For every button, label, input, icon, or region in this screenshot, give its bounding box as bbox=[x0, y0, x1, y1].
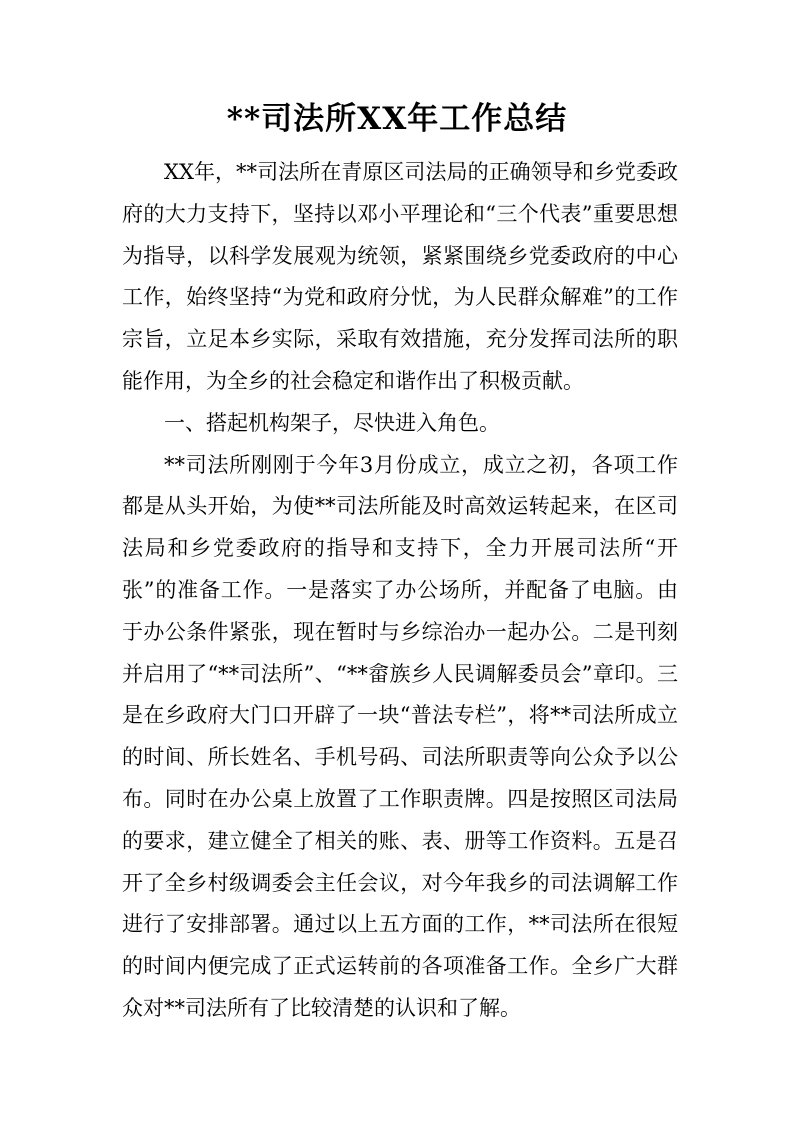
document-title: **司法所XX年工作总结 bbox=[226, 101, 568, 137]
paragraph-intro: XX年，**司法所在青原区司法局的正确领导和乡党委政府的大力支持下，坚持以邓小平理论和“三个代表”重要思想为指导，以科学发展观为统领，紧紧围绕乡党委政府的中心工作，始终坚持“为党和政府分忧，为人民群众解难”的工作宗旨，立足本乡实际，采取有效措施，充分发挥司法所的职能作用，为全乡的社会稳定和谐作出了积极贡献。 bbox=[122, 160, 678, 393]
document-body bbox=[122, 152, 678, 1030]
paragraph-section-1: **司法所刚刚于今年3月份成立，成立之初，各项工作都是从头开始，为使**司法所能及时高效运转起来，在区司法局和乡党委政府的指导和支持下，全力开展司法所“开张”的准备工作。一是落实了办公场所，并配备了电脑。由于办公条件紧张，现在暂时与乡综治办一起办公。二是刊刻并启用了“**司法所”、“**畲族乡人民调解委员会”章印。三是在乡政府大门口开辟了一块“普法专栏”，将**司法所成立的时间、所长姓名、手机号码、司法所职责等向公众予以公布。同时在办公桌上放置了工作职责牌。四是按照区司法局的要求，建立健全了相关的账、表、册等工作资料。五是召开了全乡村级调委会主任会议，对今年我乡的司法调解工作进行了安排部署。通过以上五方面的工作，**司法所在很短的时间内便完成了正式运转前的各项准备工作。全乡广大群众对**司法所有了比较清楚的认识和了解。 bbox=[122, 452, 678, 1020]
section-heading-1: 一、搭起机构架子，尽快进入角色。 bbox=[164, 410, 500, 435]
